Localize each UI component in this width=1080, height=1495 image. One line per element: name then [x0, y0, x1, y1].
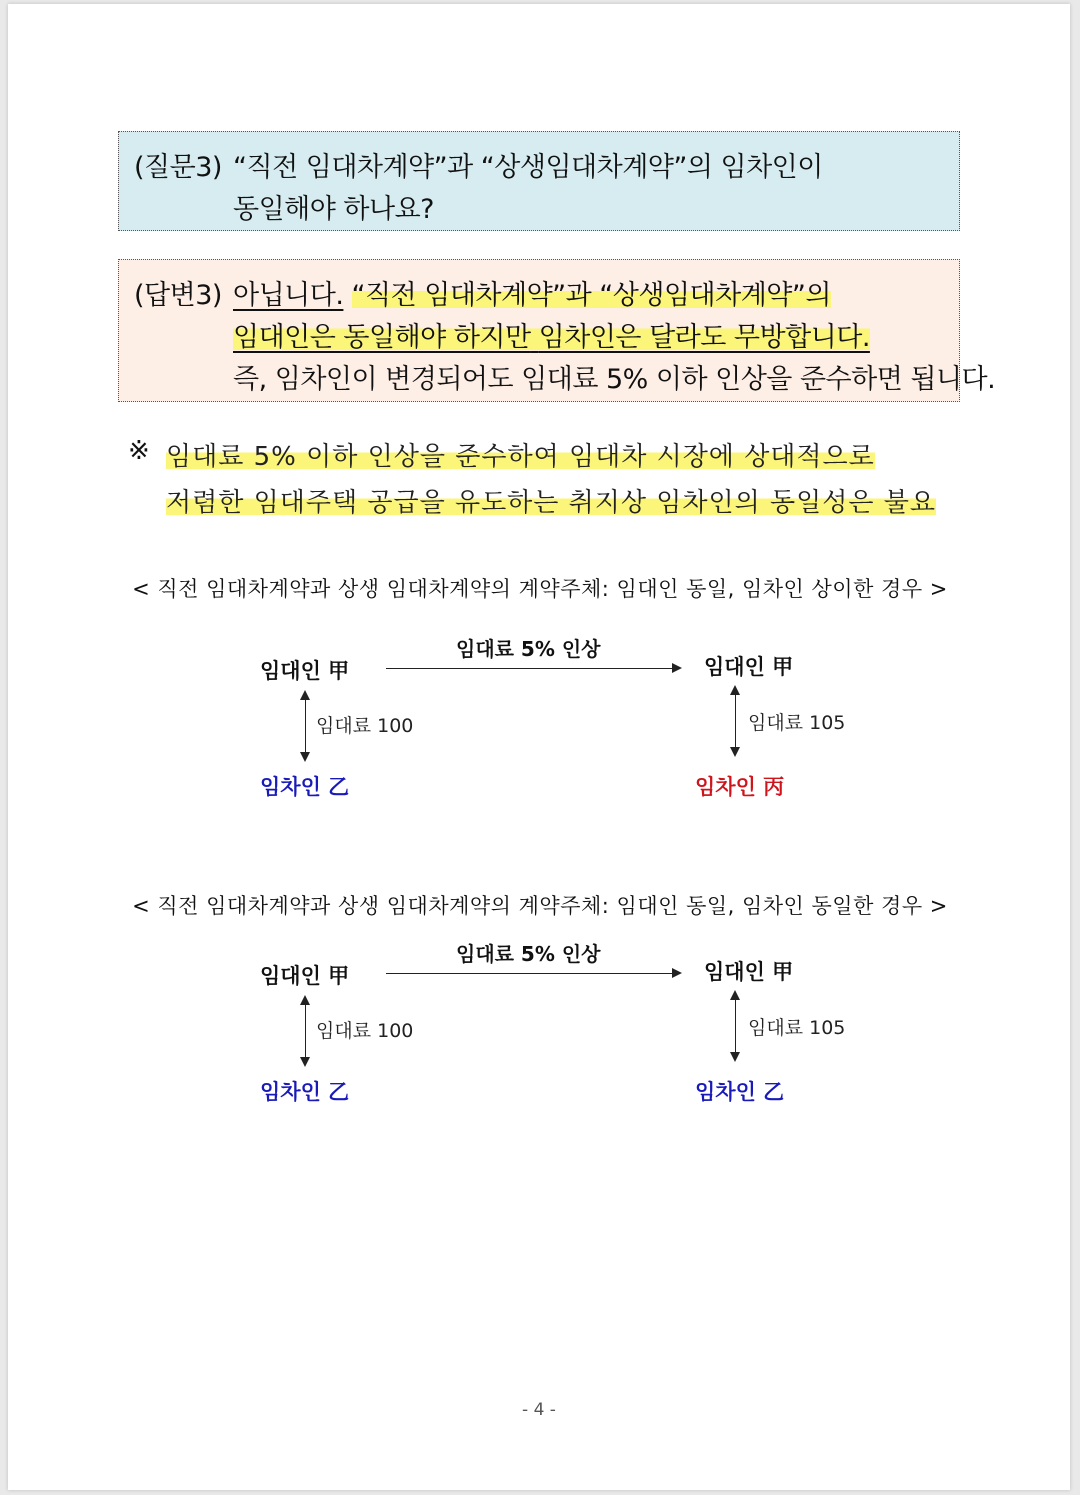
question-label: (질문3) — [134, 152, 222, 183]
answer-tenant-differ: 임차인은 달라도 무방합니다. — [538, 322, 870, 353]
rent-before: 임대료 100 — [316, 715, 414, 737]
tenant-after: 임차인 乙 — [695, 1080, 785, 1104]
document-page — [8, 4, 1070, 1490]
answer-line-1-highlight: “직전 임대차계약”과 “상생임대차계약”의 — [351, 280, 831, 311]
answer-no: 아닙니다. — [233, 280, 344, 311]
question-line-2: 동일해야 하나요? — [233, 194, 434, 225]
tenant-before: 임차인 乙 — [260, 1080, 350, 1104]
rent-before: 임대료 100 — [316, 1020, 414, 1042]
answer-line-1 — [233, 273, 831, 312]
page-number: - 4 - — [522, 1400, 556, 1420]
right-arrow-icon — [386, 668, 680, 669]
note-mark: ※ — [128, 436, 150, 466]
answer-box — [118, 259, 996, 402]
landlord-after: 임대인 甲 — [704, 960, 794, 984]
vertical-arrow-icon — [305, 997, 306, 1065]
note-line-1: 임대료 5% 이하 인상을 준수하여 임대차 시장에 상대적으로 — [166, 442, 875, 472]
vertical-arrow-icon — [735, 687, 736, 755]
landlord-after: 임대인 甲 — [704, 655, 794, 679]
right-arrow-icon — [386, 973, 680, 974]
diagram-caption: < 직전 임대차계약과 상생 임대차계약의 계약주체: 임대인 동일, 임차인 동일한 경우 > — [132, 894, 948, 918]
answer-line-3: 즉, 임차인이 변경되어도 임대료 5% 이하 인상을 준수하면 됩니다. — [233, 364, 996, 395]
vertical-arrow-icon — [735, 992, 736, 1060]
rent-after: 임대료 105 — [748, 712, 846, 734]
tenant-after: 임차인 丙 — [695, 775, 785, 799]
answer-landlord-same: 임대인은 동일해야 하지만 — [233, 322, 531, 353]
landlord-before: 임대인 甲 — [260, 659, 350, 683]
diagram-caption: < 직전 임대차계약과 상생 임대차계약의 계약주체: 임대인 동일, 임차인 상이한 경우 > — [132, 577, 948, 601]
note-line-2: 저렴한 임대주택 공급을 유도하는 취지상 임차인의 동일성은 불요 — [166, 488, 936, 518]
question-line-1: “직전 임대차계약”과 “상생임대차계약”의 임차인이 — [233, 152, 823, 183]
landlord-before: 임대인 甲 — [260, 964, 350, 988]
tenant-before: 임차인 乙 — [260, 775, 350, 799]
vertical-arrow-icon — [305, 692, 306, 760]
answer-label: (답변3) — [134, 280, 222, 311]
answer-line-2 — [233, 315, 870, 354]
rent-increase-label: 임대료 5% 인상 — [456, 942, 601, 966]
question-box — [118, 131, 960, 231]
rent-after: 임대료 105 — [748, 1017, 846, 1039]
rent-increase-label: 임대료 5% 인상 — [456, 637, 601, 661]
